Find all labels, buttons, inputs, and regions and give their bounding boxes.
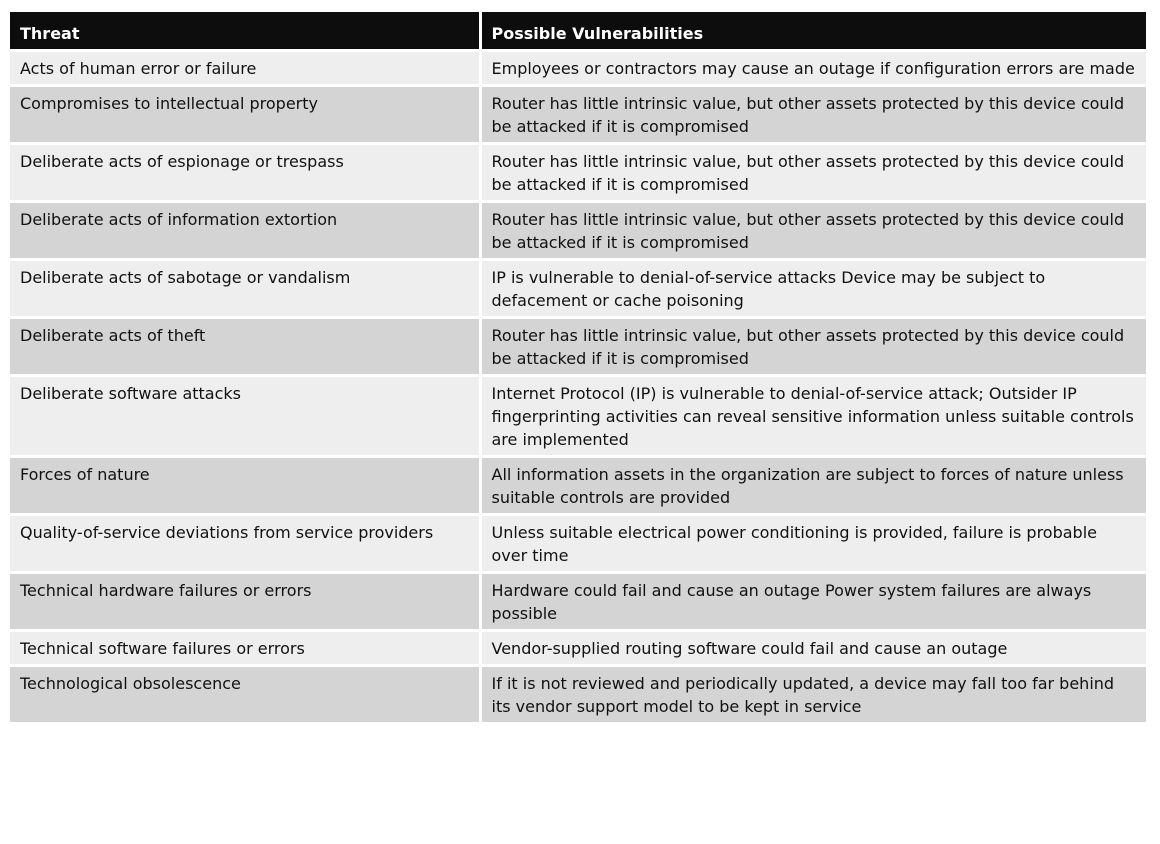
threat-cell: Deliberate acts of espionage or trespass: [10, 144, 480, 202]
table-row: [10, 86, 1146, 144]
threat-cell: Deliberate acts of sabotage or vandalism: [10, 260, 480, 318]
vulnerability-cell: Router has little intrinsic value, but other assets protected by this device could be attacked if it is compromised: [480, 86, 1146, 144]
table-row: [10, 666, 1146, 723]
vulnerability-cell: Hardware could fail and cause an outage Power system failures are always possible: [480, 573, 1146, 631]
header-row: [10, 12, 1146, 51]
threat-cell: Acts of human error or failure: [10, 51, 480, 86]
table-row: [10, 202, 1146, 260]
threat-cell: Forces of nature: [10, 457, 480, 515]
vulnerability-cell: Router has little intrinsic value, but other assets protected by this device could be attacked if it is compromised: [480, 202, 1146, 260]
threat-cell: Deliberate acts of theft: [10, 318, 480, 376]
threat-cell: Technological obsolescence: [10, 666, 480, 723]
threat-cell: Quality-of-service deviations from service providers: [10, 515, 480, 573]
vulnerability-cell: All information assets in the organization are subject to forces of nature unless suitable controls are provided: [480, 457, 1146, 515]
vulnerability-cell: Internet Protocol (IP) is vulnerable to denial-of-service attack; Outsider IP fingerprinting activities can reveal sensitive information unless suitable controls are implemented: [480, 376, 1146, 457]
threat-cell: Compromises to intellectual property: [10, 86, 480, 144]
table-row: [10, 318, 1146, 376]
threat-cell: Technical software failures or errors: [10, 631, 480, 666]
table-body: [10, 51, 1146, 723]
table-row: [10, 51, 1146, 86]
vulnerability-cell: Unless suitable electrical power conditioning is provided, failure is probable over time: [480, 515, 1146, 573]
threat-vulnerability-table: [10, 12, 1146, 722]
table-row: [10, 457, 1146, 515]
threat-cell: Deliberate acts of information extortion: [10, 202, 480, 260]
table-row: [10, 515, 1146, 573]
vulnerability-cell: Employees or contractors may cause an outage if configuration errors are made: [480, 51, 1146, 86]
threat-cell: Deliberate software attacks: [10, 376, 480, 457]
vulnerability-cell: Router has little intrinsic value, but other assets protected by this device could be attacked if it is compromised: [480, 144, 1146, 202]
threat-cell: Technical hardware failures or errors: [10, 573, 480, 631]
header-threat: Threat: [10, 12, 480, 51]
table-row: [10, 573, 1146, 631]
table-header: [10, 12, 1146, 51]
table-row: [10, 260, 1146, 318]
table-row: [10, 376, 1146, 457]
table-row: [10, 631, 1146, 666]
vulnerability-cell: Vendor-supplied routing software could fail and cause an outage: [480, 631, 1146, 666]
vulnerability-cell: Router has little intrinsic value, but other assets protected by this device could be attacked if it is compromised: [480, 318, 1146, 376]
vulnerability-cell: IP is vulnerable to denial-of-service attacks Device may be subject to defacement or cache poisoning: [480, 260, 1146, 318]
header-possible-vulnerabilities: Possible Vulnerabilities: [480, 12, 1146, 51]
vulnerability-cell: If it is not reviewed and periodically updated, a device may fall too far behind its vendor support model to be kept in service: [480, 666, 1146, 723]
table-row: [10, 144, 1146, 202]
